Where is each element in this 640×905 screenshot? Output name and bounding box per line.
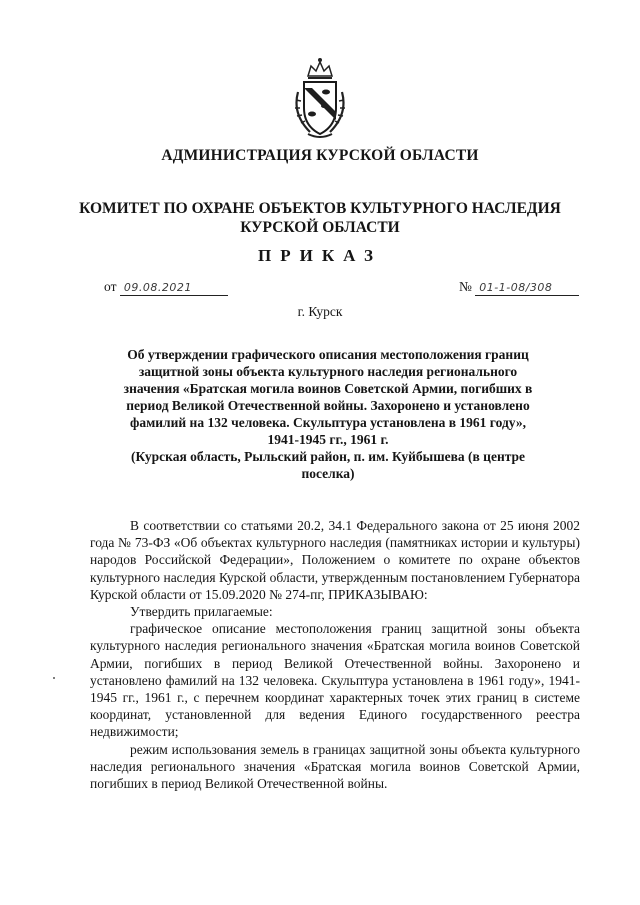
order-title-line-8: поселка) [301, 466, 355, 481]
order-body [90, 517, 580, 792]
scan-speck [53, 677, 55, 679]
body-paragraph-graphic-description: графическое описание местоположения границ защитной зоны объекта культурного наследия регионального значения «Братская могила воинов Советской Армии, погибших в период Великой Отечественной войны. Захоронено и установлено фамилий на 132 человека. Скульптура установлена в 1961 году», 1941-1945 гг., 1961 г., с перечнем координат характерных точек этих границ в системе координат, установленной для ведения Единого государственного реестра недвижимости; [90, 621, 580, 740]
order-title-line-7: (Курская область, Рыльский район, п. им. Куйбышева (в центре [130, 449, 526, 464]
committee-title-line-1: КОМИТЕТ ПО ОХРАНЕ ОБЪЕКТОВ КУЛЬТУРНОГО НАСЛЕДИЯ [79, 200, 561, 217]
document-type-heading: ПРИКАЗ [258, 246, 382, 265]
date-prefix: от [104, 279, 117, 294]
order-title-line-4: период Великой Отечественной войны. Захоронено и установлено [126, 398, 530, 413]
administration-title: АДМИНИСТРАЦИЯ КУРСКОЙ ОБЛАСТИ [161, 147, 479, 164]
order-title-line-2: защитной зоны объекта культурного наследия регионального [138, 364, 518, 379]
order-title-line-6: 1941-1945 гг., 1961 г. [267, 432, 389, 447]
handwritten-number: 01-1-08/308 [475, 281, 579, 296]
order-number [459, 279, 579, 296]
order-date [104, 279, 228, 296]
order-title-line-3: значения «Братская могила воинов Советской Армии, погибших в [123, 381, 533, 396]
order-title-line-1: Об утверждении графического описания местоположения границ [127, 347, 529, 362]
city-line: г. Курск [297, 304, 343, 319]
body-paragraph-approve: Утвердить прилагаемые: [130, 604, 273, 620]
committee-title [0, 199, 640, 237]
body-paragraph-land-use-regime: режим использования земель в границах защитной зоны объекта культурного наследия регионального значения «Братская могила воинов Советской Армии, погибших в период Великой Отечественной войны. [90, 741, 580, 792]
kursk-coat-of-arms-icon [288, 56, 352, 142]
body-paragraph-preamble: В соответствии со статьями 20.2, 34.1 Федерального закона от 25 июня 2002 года № 73-ФЗ «Об объектах культурного наследия (памятниках истории и культуры) народов Российской Федерации», Положением о комитете по охране объектов культурного наследия Курской области, утвержденным постановлением Губернатора Курской области от 15.09.2020 № 274-пг, ПРИКАЗЫВАЮ: [90, 518, 580, 602]
number-prefix: № [459, 279, 472, 294]
order-title-line-5: фамилий на 132 человека. Скульптура установлена в 1961 году», [129, 415, 526, 430]
handwritten-date: 09.08.2021 [120, 281, 228, 296]
committee-title-line-2: КУРСКОЙ ОБЛАСТИ [240, 219, 400, 236]
order-title [104, 346, 552, 482]
